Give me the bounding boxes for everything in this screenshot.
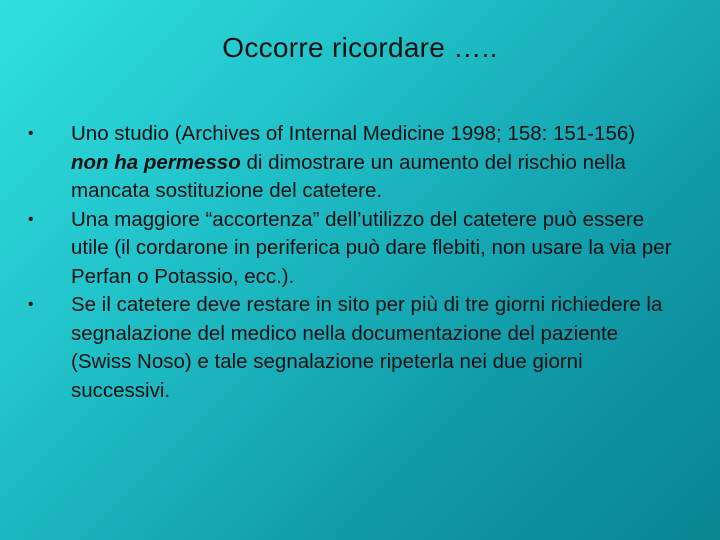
bullet-item-segnalazione bbox=[28, 291, 678, 405]
slide-title: Occorre ricordare ….. bbox=[222, 32, 498, 63]
bullet-text: Una maggiore “accortenza” dell’utilizzo del catetere può essere utile (il cordarone in periferica può dare flebiti, non usare la via per Perfan o Potassio, ecc.). bbox=[71, 207, 672, 288]
bullet-list bbox=[28, 120, 678, 405]
bullet-text-after: di dimostrare un aumento del rischio nella mancata sostituzione del catetere. bbox=[71, 150, 626, 202]
bullet-text-before: Uno studio (Archives of Internal Medicine 1998; 158: 151-156) bbox=[71, 122, 636, 145]
bullet-icon: • bbox=[28, 125, 34, 142]
bullet-item-study bbox=[28, 120, 678, 206]
bullet-text: Se il catetere deve restare in sito per più di tre giorni richiedere la segnalazione del medico nella documentazione del paziente (Swiss Noso) e tale segnalazione ripeterla nei due giorni successivi. bbox=[71, 293, 663, 402]
bullet-item-accortenza bbox=[28, 206, 678, 292]
bullet-icon: • bbox=[28, 296, 34, 313]
bullet-icon: • bbox=[28, 210, 34, 228]
bullet-text-emphasis: non ha permesso bbox=[71, 150, 241, 174]
